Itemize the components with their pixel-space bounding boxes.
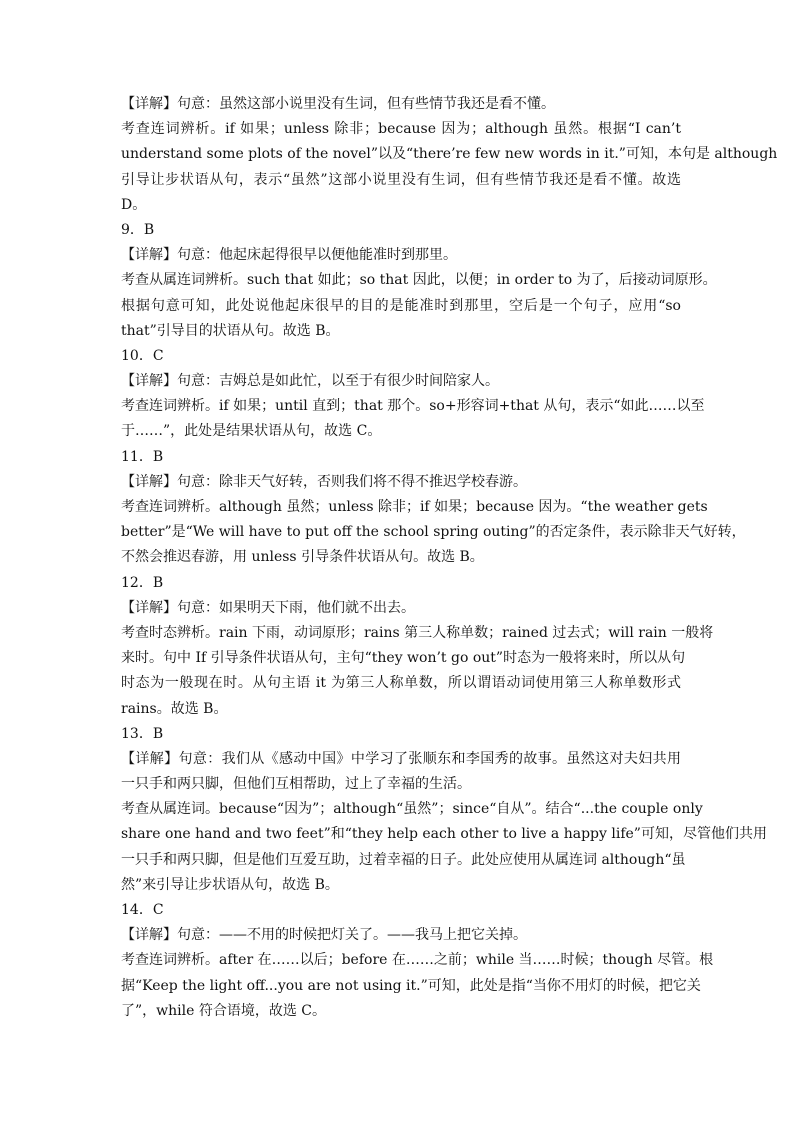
- text-line: 时态为一般现在时。从句主语 it 为第三人称单数，所以谓语动词使用第三人称单数形式: [121, 675, 681, 692]
- text-line: 了”，while 符合语境，故选 C。: [121, 1002, 327, 1019]
- text-line: 【详解】句意：虽然这部小说里没有生词，但有些情节我还是看不懂。: [121, 96, 555, 112]
- text-line: 然”来引导让步状语从句，故选 B。: [121, 876, 339, 893]
- text-line: understand some plots of the novel”以及“there’re few new words in it.”可知，本句是 although: [121, 146, 778, 163]
- text-line: 9．B: [121, 221, 155, 238]
- text-line: 【详解】句意：我们从《感动中国》中学习了张顺东和李国秀的故事。虽然这对夫妇共用: [121, 750, 681, 767]
- text-line: 来时。句中 If 引导条件状语从句，主句“they won’t go out”时态为一般将来时，所以从句: [121, 650, 686, 667]
- text-line: 考查连词辨析。if 如果；unless 除非；because 因为；although 虽然。根据“I can’t: [121, 121, 681, 138]
- text-line: 12．B: [121, 574, 164, 591]
- text-line: 考查连词辨析。although 虽然；unless 除非；if 如果；because 因为。“the weather gets: [121, 499, 708, 515]
- document-page: [121, 92, 778, 1024]
- text-line: 11．B: [121, 448, 164, 465]
- text-line: 考查从属连词辨析。such that 如此；so that 因此，以便；in order to 为了，后接动词原形。: [121, 272, 717, 289]
- text-line: 【详解】句意：吉姆总是如此忙，以至于有很少时间陪家人。: [121, 373, 499, 390]
- text-line: 不然会推迟春游，用 unless 引导条件状语从句。故选 B。: [121, 549, 484, 566]
- text-line: 于……”，此处是结果状语从句，故选 C。: [121, 423, 382, 440]
- text-line: 14．C: [121, 902, 164, 918]
- text-line: better”是“We will have to put off the school spring outing”的否定条件，表示除非天气好转，: [121, 524, 746, 541]
- text-line: 引导让步状语从句，表示“虽然”这部小说里没有生词，但有些情节我还是看不懂。故选: [121, 171, 681, 188]
- text-line: 根据句意可知，此处说他起床很早的目的是能准时到那里，空后是一个句子，应用“so: [121, 297, 681, 314]
- text-line: share one hand and two feet”和“they help each other to live a happy life”可知，尽管他们共用: [121, 826, 767, 843]
- text-line: 13．B: [121, 725, 164, 742]
- text-line: 一只手和两只脚，但是他们互爱互助，过着幸福的日子。此处应使用从属连词 although“虽: [121, 851, 686, 868]
- text-line: 【详解】句意：除非天气好转，否则我们将不得不推迟学校春游。: [121, 473, 527, 490]
- text-line: 【详解】句意：如果明天下雨，他们就不出去。: [121, 599, 415, 616]
- text-line: 【详解】句意：他起床起得很早以便他能准时到那里。: [121, 247, 457, 264]
- text-line: 据“Keep the light off...you are not using it.”可知，此处是指“当你不用灯的时候，把它关: [121, 977, 701, 994]
- text-line: 考查连词辨析。if 如果；until 直到；that 那个。so+形容词+that 从句，表示“如此……以至: [121, 398, 705, 415]
- text-line: 考查从属连词。because“因为”；although“虽然”；since“自从”。结合“...the couple only: [121, 801, 703, 818]
- text-line: 10．C: [121, 347, 164, 364]
- text-line: that”引导目的状语从句。故选 B。: [121, 322, 340, 339]
- text-line: 考查连词辨析。after 在……以后；before 在……之前；while 当……时候；though 尽管。根: [121, 952, 714, 969]
- text-line: 【详解】句意：——不用的时候把灯关了。——我马上把它关掉。: [121, 927, 527, 944]
- text-line: 考查时态辨析。rain 下雨，动词原形；rains 第三人称单数；rained 过去式；will rain 一般将: [121, 624, 714, 641]
- text-line: rains。故选 B。: [121, 700, 228, 717]
- text-line: 一只手和两只脚，但他们互相帮助，过上了幸福的生活。: [121, 776, 471, 793]
- text-line: D。: [121, 196, 147, 213]
